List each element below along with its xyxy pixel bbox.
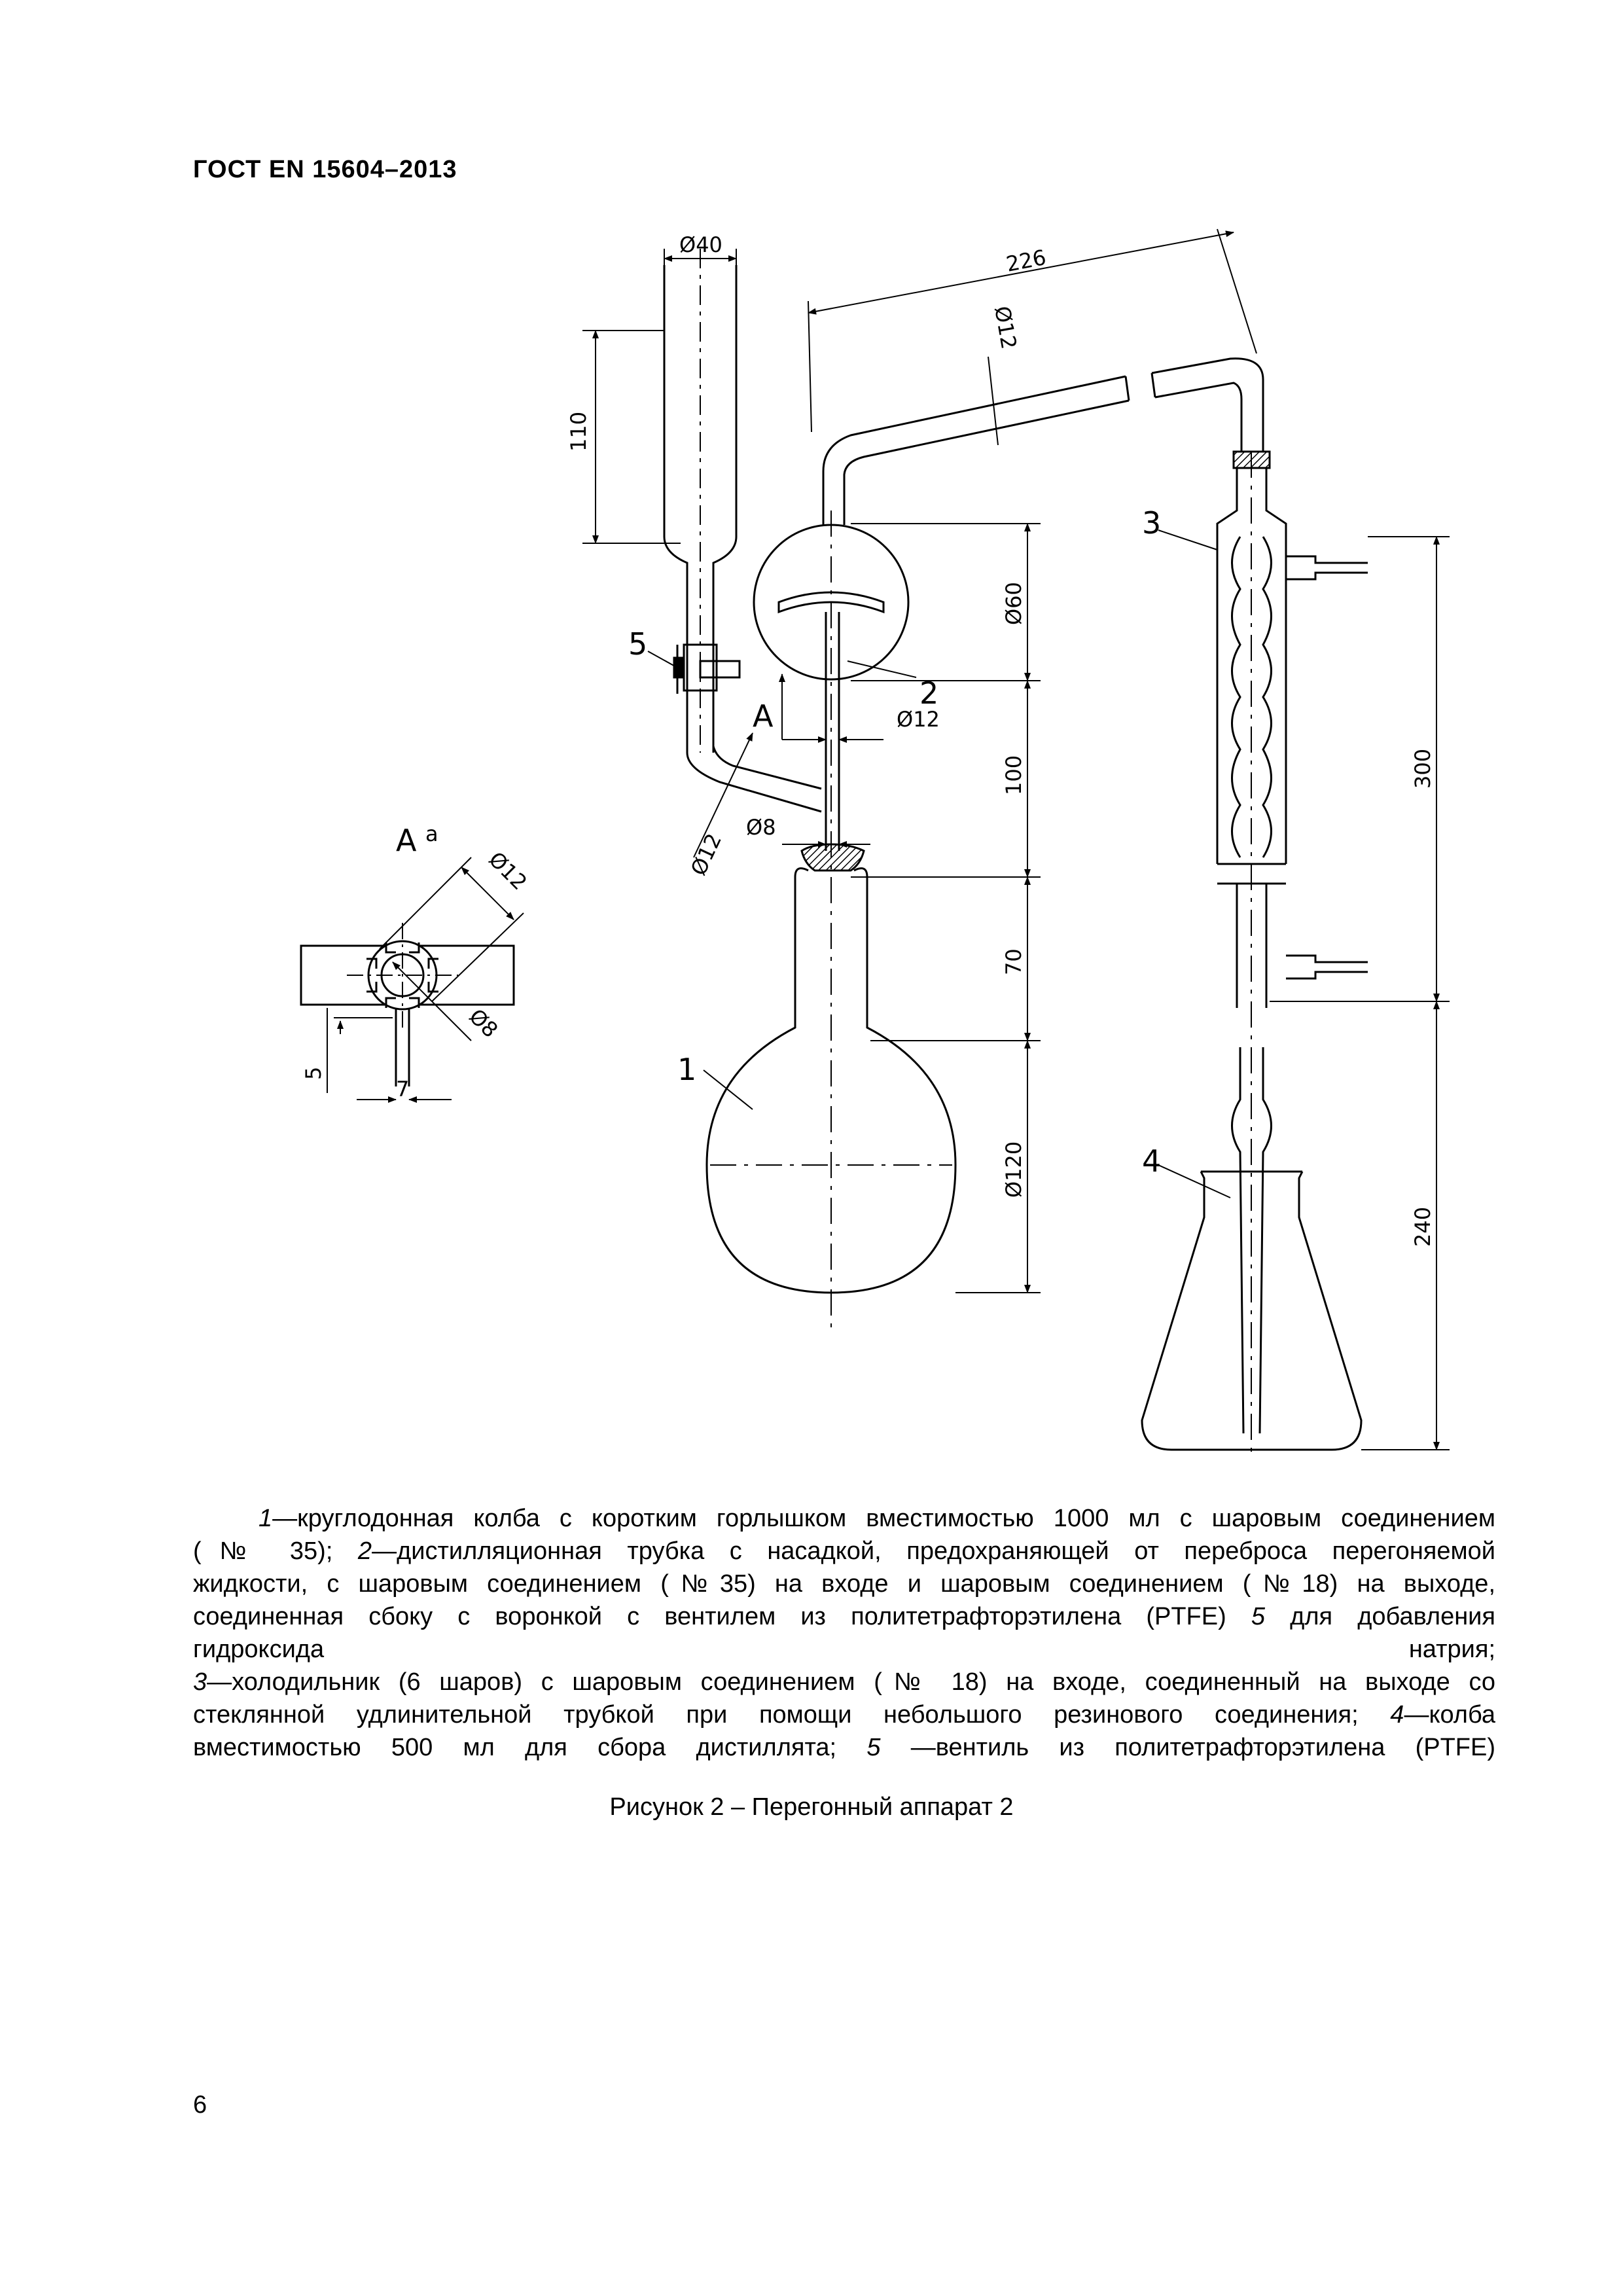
bulb-condenser [1214, 452, 1368, 1453]
legend-line: 1—круглодонная колба с коротким горлышком вместимостью 1000 мл с шаровым соединением [259, 1505, 1495, 1532]
dim-section-offset: 5 [301, 1066, 326, 1080]
leader-lines [648, 530, 1230, 1198]
dim-bulb-diameter: Ø60 [1001, 582, 1026, 625]
label-part-2: 2 [919, 675, 939, 711]
dim-inner-diameter: Ø8 [746, 815, 776, 840]
figure-title: Рисунок 2 – Перегонный аппарат 2 [609, 1793, 1014, 1821]
dim-section-outer: Ø12 [484, 846, 532, 895]
dim-tube-length: 100 [1001, 755, 1026, 795]
label-part-1: 1 [677, 1052, 697, 1087]
section-a-view [301, 857, 524, 1100]
label-section-a-note: a [425, 821, 438, 846]
legend-line: стеклянной удлинительной трубкой при помощи небольшого резинового соединения; 4—колба [193, 1701, 1495, 1729]
legend-line: гидроксида натрия; [193, 1636, 1495, 1663]
page-number: 6 [193, 2091, 207, 2119]
legend-line: 3—холодильник (6 шаров) с шаровым соединением (№ 18) на входе, соединенный на выходе со [193, 1668, 1495, 1696]
document-header: ГОСТ EN 15604–2013 [193, 156, 457, 183]
dim-condenser-length: 300 [1410, 748, 1435, 789]
condenser-arm [1152, 359, 1263, 452]
dim-flask-diameter: Ø120 [1001, 1141, 1026, 1198]
dim-funnel-height: 110 [566, 411, 591, 452]
label-part-4: 4 [1142, 1143, 1162, 1179]
dim-receiver-height: 240 [1410, 1206, 1435, 1247]
legend-line: жидкости, с шаровым соединением (№35) на входе и шаровым соединением (№18) на выходе, [193, 1570, 1495, 1598]
dim-section-width: 7 [396, 1077, 410, 1102]
dim-tube-diameter: Ø12 [897, 707, 940, 732]
figure-legend [193, 1502, 1495, 1764]
distillation-head [754, 376, 1129, 1335]
dim-arm-diameter: Ø12 [990, 304, 1022, 351]
legend-line: (№ 35); 2—дистилляционная трубка с насадкой, предохраняющей от переброса перегоняемой [193, 1537, 1495, 1565]
dim-neck-height: 70 [1001, 948, 1026, 975]
label-part-3: 3 [1142, 505, 1162, 541]
dropping-funnel [664, 249, 821, 812]
label-view-a: A [753, 698, 774, 734]
legend-line: соединенная сбоку с воронкой с вентилем из политетрафторэтилена (PTFE) 5 для добавления [193, 1603, 1495, 1630]
ptfe-valve [674, 645, 740, 694]
dim-side-tube-diameter: Ø12 [685, 829, 727, 880]
label-part-5: 5 [628, 626, 648, 662]
dim-overall-length: 226 [1004, 244, 1048, 277]
dim-section-inner: Ø8 [464, 1003, 503, 1043]
label-section-a: A [396, 823, 417, 858]
legend-line: вместимостью 500 мл для сбора дистиллята; 5 —вентиль из политетрафторэтилена (PTFE) [193, 1734, 1495, 1761]
dim-funnel-diameter: Ø40 [679, 232, 722, 257]
